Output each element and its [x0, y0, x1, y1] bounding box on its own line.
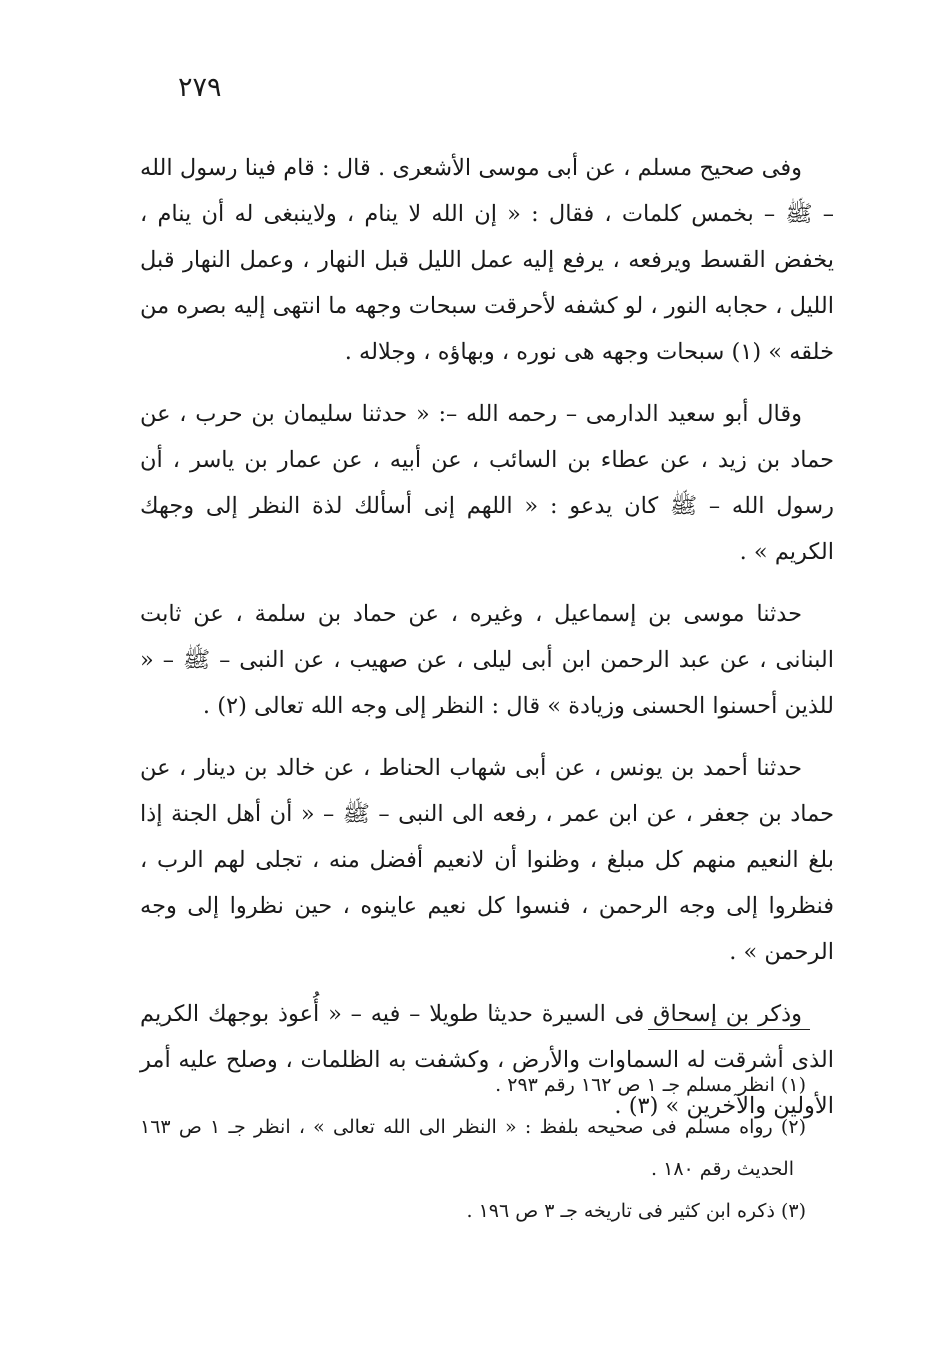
paragraph: حدثنا موسى بن إسماعيل ، وغيره ، عن حماد بن سلمة ، عن ثابت البنانى ، عن عبد الرحمن ابن أبى ليلى ، عن صهيب ، عن النبى – ﷺ – « للذين أحسنوا الحسنى وزيادة » قال : النظر إلى وجه الله تعالى (٢) .	[140, 601, 834, 719]
footnotes	[140, 1064, 834, 1232]
paragraph: وقال أبو سعيد الدارمى – رحمه الله –: « حدثنا سليمان بن حرب ، عن حماد بن زيد ، عن عطاء بن السائب ، عن أبيه ، عن عمار بن ياسر ، أن رسول الله – ﷺ كان يدعو : « اللهم إنى أسألك لذة النظر إلى وجهك الكريم » .	[140, 401, 834, 565]
footnote: (١) انظر مسلم جـ ١ ص ١٦٢ رقم ٢٩٣ .	[495, 1074, 806, 1096]
paragraph: حدثنا أحمد بن يونس ، عن أبى شهاب الحناط ، عن خالد بن دينار ، عن حماد بن جعفر ، عن ابن عمر ، رفعه الى النبى – ﷺ – « أن أهل الجنة إذا بلغ النعيم منهم كل مبلغ ، وظنوا أن لانعيم أفضل منه ، تجلى لهم الرب ، فنظروا إلى وجه الرحمن ، فنسوا كل نعيم عاينوه ، حين نظروا إلى وجه الرحمن » .	[140, 755, 834, 965]
paragraph: وذكر بن إسحاق فى السيرة حديثا طويلا – فيه – « أُعوذ بوجهك الكريم الذى أشرقت له السماوات والأرض ، وكشفت به الظلمات ، وصلح عليه أمر الأولين والآخرين » (٣) .	[140, 1001, 834, 1119]
footnote: (٣) ذكره ابن كثير فى تاريخه جـ ٣ ص ١٩٦ .	[466, 1200, 806, 1222]
paragraph: وفى صحيح مسلم ، عن أبى موسى الأشعرى . قال : قام فينا رسول الله – ﷺ – بخمس كلمات ، فقال : « إن الله لا ينام ، ولاينبغى له أن ينام ، يخفض القسط ويرفعه ، يرفع إليه عمل الليل قبل النهار ، وعمل النهار قبل الليل ، حجابه النور ، لو كشفه لأحرقت سبحات وجهه ما انتهى إليه بصره من خلقه » (١) سبحات وجهه هى نوره ، وبهاؤه ، وجلاله .	[140, 155, 834, 365]
footnote-separator	[648, 1029, 810, 1030]
page-number: ٢٧٩	[178, 72, 222, 103]
footnote: (٢) رواه مسلم فى صحيحه بلفظ : « النظر الى الله تعالى » ، انظر جـ ١ ص ١٦٣ الحديث رقم ١٨٠ .	[140, 1116, 806, 1180]
main-text	[140, 145, 834, 1145]
